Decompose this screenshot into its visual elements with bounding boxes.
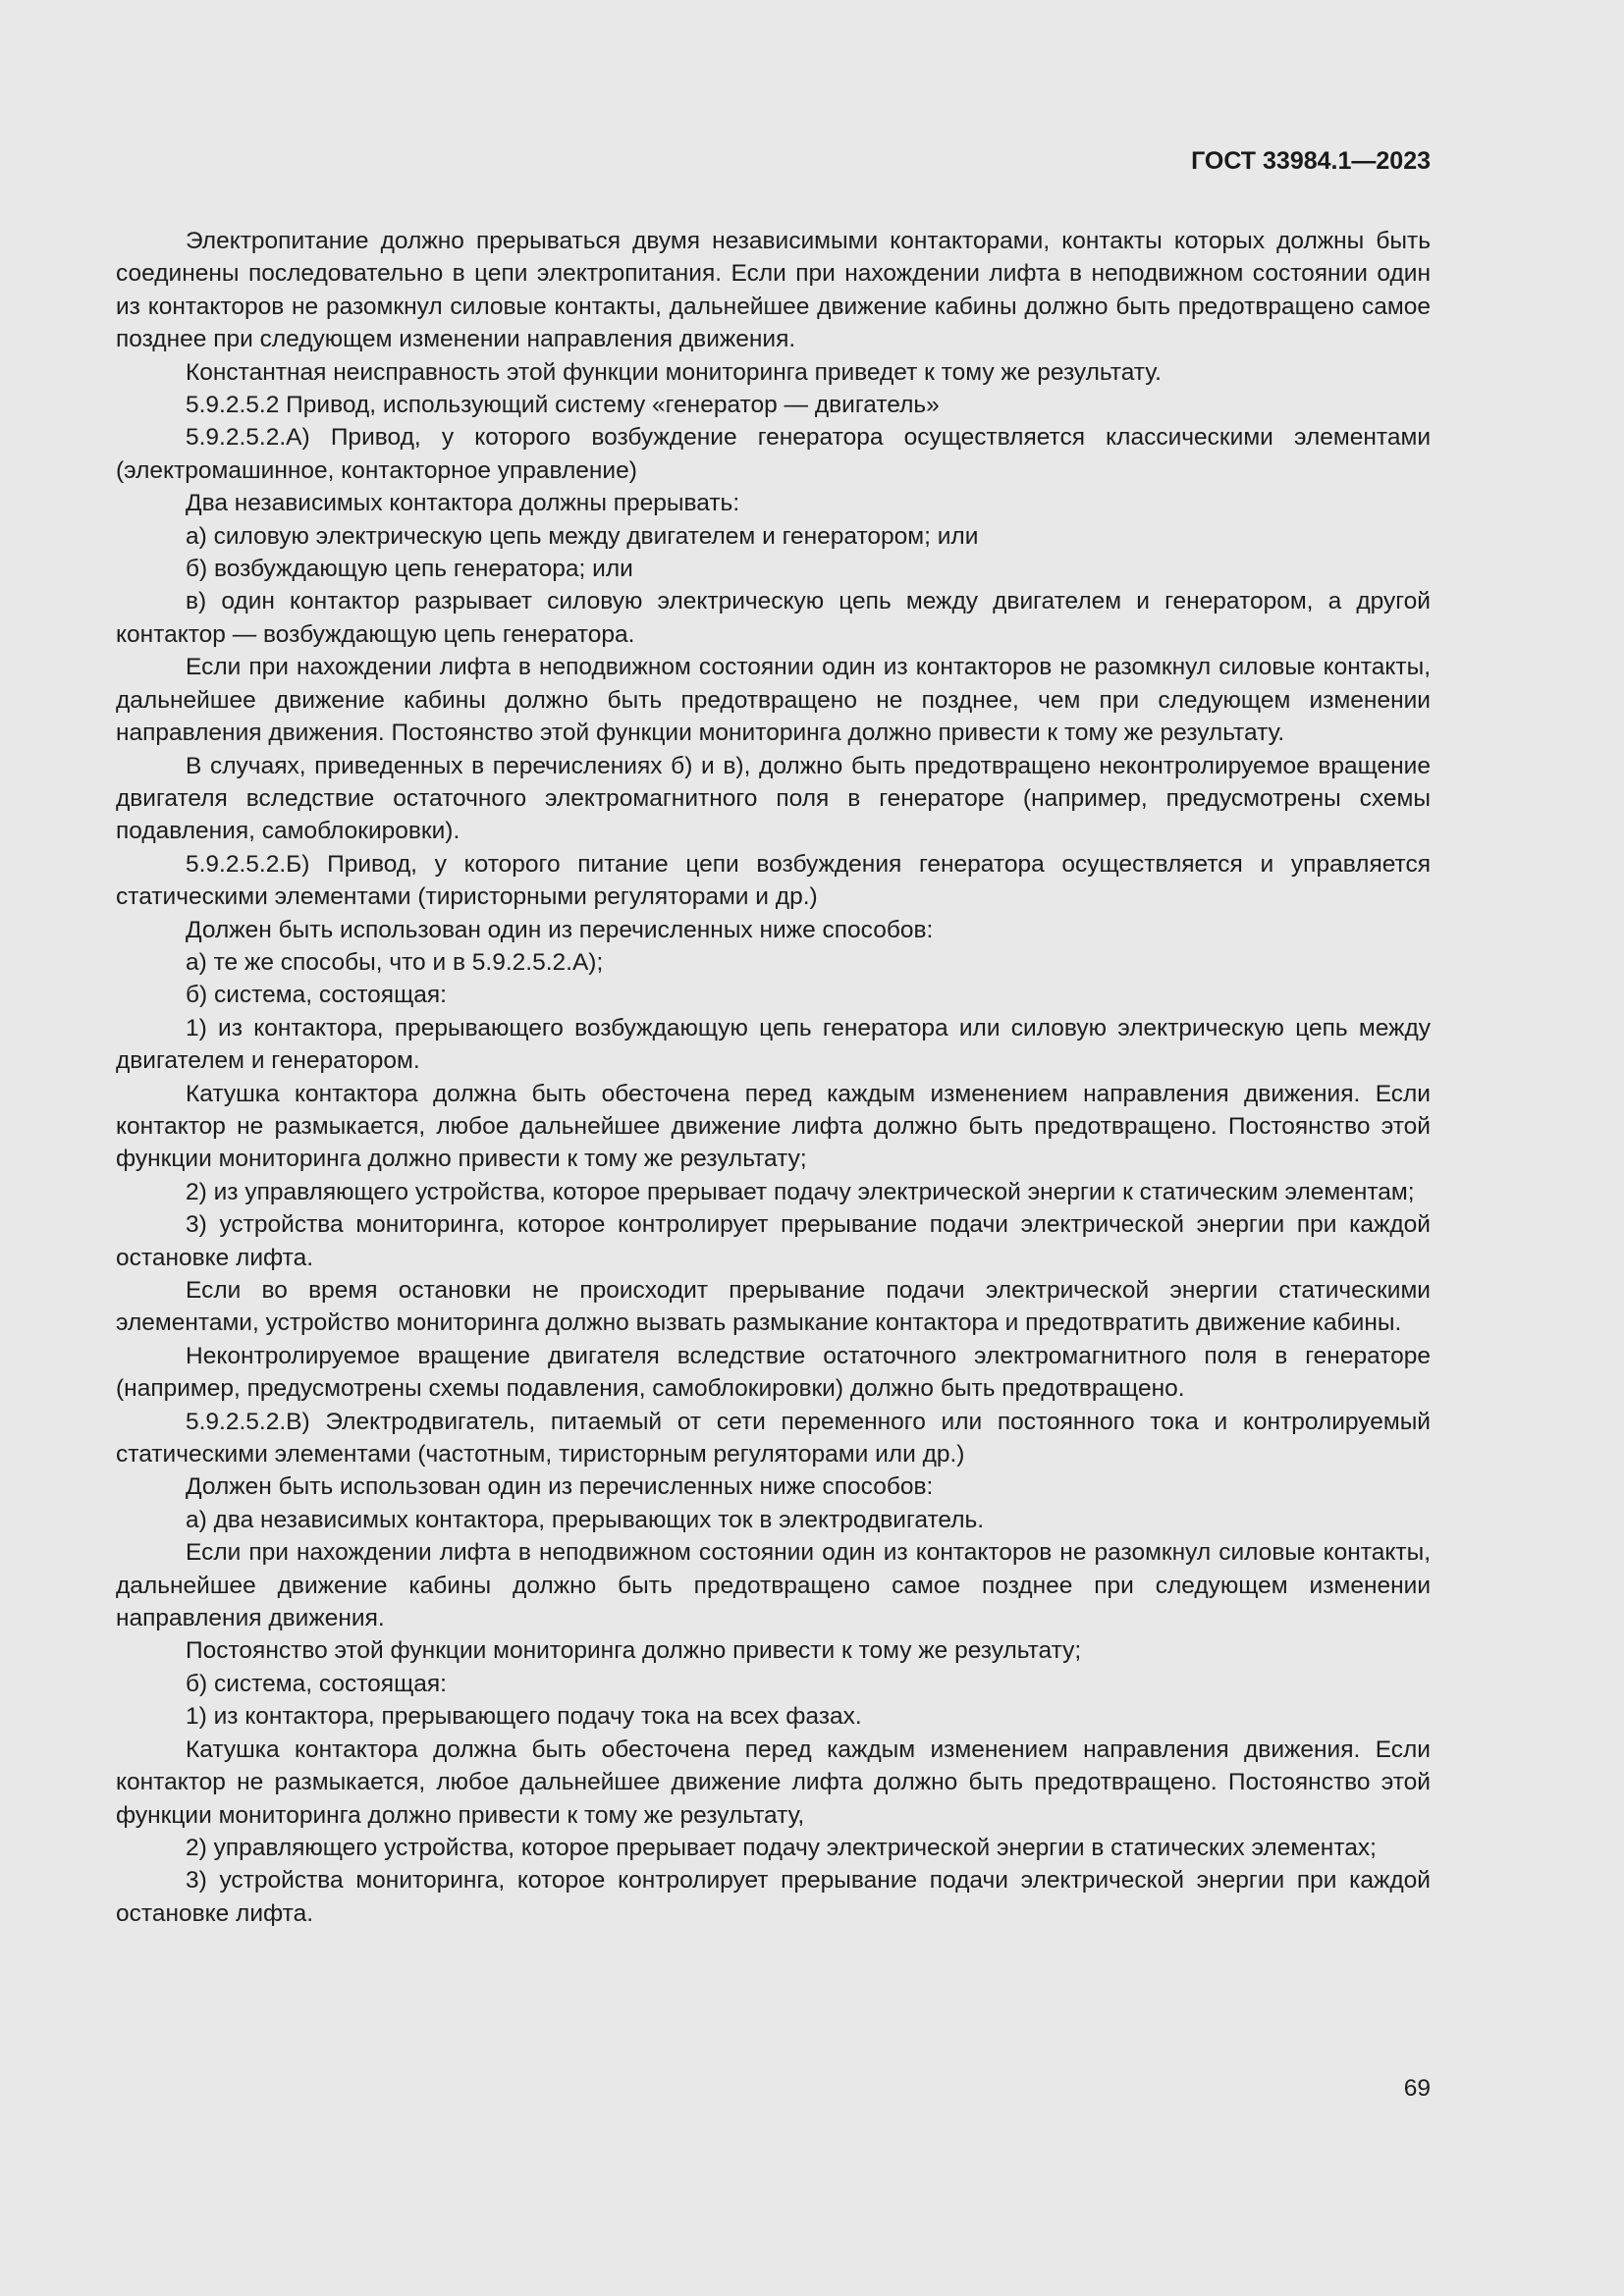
list-item: 1) из контактора, прерывающего подачу тока на всех фазах. [186,1703,862,1731]
section-heading: 5.9.2.5.2.А) Привод, у которого возбуждение генератора осуществляется классическими элементами (электромашинное, контакторное управление) [116,424,1431,484]
list-item: 2) из управляющего устройства, которое прерывает подачу электрической энергии к статическим элементам; [186,1178,1415,1205]
paragraph: Если при нахождении лифта в неподвижном состоянии один из контакторов не разомкнул силовые контакты, дальнейшее движение кабины должно быть предотвращено самое позднее при следующем изменении направления движения. [116,1539,1431,1632]
list-item: а) силовую электрическую цепь между двигателем и генератором; или [186,522,979,550]
list-item: 3) устройства мониторинга, которое контролирует прерывание подачи электрической энергии при каждой остановке лифта. [116,1867,1431,1927]
list-item: 2) управляющего устройства, которое прерывает подачу электрической энергии в статических элементах; [186,1834,1377,1861]
paragraph: Два независимых контактора должны прерывать: [186,490,740,517]
list-item: а) два независимых контактора, прерывающих ток в электродвигатель. [186,1506,985,1533]
section-heading: 5.9.2.5.2.В) Электродвигатель, питаемый от сети переменного или постоянного тока и контролируемый статическими элементами (частотным, тиристорным регуляторами или др.) [116,1408,1431,1468]
paragraph: Константная неисправность этой функции мониторинга приведет к тому же результату. [186,358,1162,386]
paragraph: Должен быть использован один из перечисленных ниже способов: [186,916,934,943]
paragraph: Если во время остановки не происходит прерывание подачи электрической энергии статическими элементами, устройство мониторинга должно вызвать размыкание контактора и предотвратить движение кабины. [116,1277,1431,1337]
section-heading: 5.9.2.5.2 Привод, использующий систему «генератор — двигатель» [186,392,940,419]
list-item: а) те же способы, что и в 5.9.2.5.2.А); [186,948,604,976]
paragraph: Катушка контактора должна быть обесточена перед каждым изменением направления движения. Если контактор не размыкается, любое дальнейшее движение лифта должно быть предотвращено. Постоянство этой функции мониторинга должно привести к тому же результату; [116,1080,1431,1173]
standard-id-header: ГОСТ 33984.1—2023 [1191,147,1431,175]
paragraph: Если при нахождении лифта в неподвижном состоянии один из контакторов не разомкнул силовые контакты, дальнейшее движение кабины должно быть предотвращено не позднее, чем при следующем изменении направления движения. Постоянство этой функции мониторинга должно привести к тому же результату. [116,654,1431,747]
paragraph: Катушка контактора должна быть обесточена перед каждым изменением направления движения. Если контактор не размыкается, любое дальнейшее движение лифта должно быть предотвращено. Постоянство этой функции мониторинга должно привести к тому же результату, [116,1735,1431,1829]
list-item: б) система, состоящая: [186,982,447,1009]
paragraph: Электропитание должно прерываться двумя независимыми контакторами, контакты которых должны быть соединены последовательно в цепи электропитания. Если при нахождении лифта в неподвижном состоянии один из контакторов не разомкнул силовые контакты, дальнейшее движение кабины должно быть предотвращено самое позднее при следующем изменении направления движения. [116,228,1431,353]
paragraph: В случаях, приведенных в перечислениях б) и в), должно быть предотвращено неконтролируемое вращение двигателя вследствие остаточного электромагнитного поля в генераторе (например, предусмотрены схемы подавления, самоблокировки). [116,752,1431,845]
list-item: б) возбуждающую цепь генератора; или [186,556,633,583]
paragraph: Постоянство этой функции мониторинга должно привести к тому же результату; [186,1637,1082,1665]
list-item: 1) из контактора, прерывающего возбуждающую цепь генератора или силовую электрическую цепь между двигателем и генератором. [116,1014,1431,1075]
paragraph: Должен быть использован один из перечисленных ниже способов: [186,1473,934,1501]
list-item: б) система, состоящая: [186,1670,447,1697]
page-number: 69 [1403,2075,1431,2102]
body-text [116,225,1431,1930]
section-heading: 5.9.2.5.2.Б) Привод, у которого питание цепи возбуждения генератора осуществляется и управляется статическими элементами (тиристорными регуляторами и др.) [116,850,1431,911]
list-item: в) один контактор разрывает силовую электрическую цепь между двигателем и генератором, а другой контактор — возбуждающую цепь генератора. [116,588,1431,648]
paragraph: Неконтролируемое вращение двигателя вследствие остаточного электромагнитного поля в генераторе (например, предусмотрены схемы подавления, самоблокировки) должно быть предотвращено. [116,1342,1431,1403]
list-item: 3) устройства мониторинга, которое контролирует прерывание подачи электрической энергии при каждой остановке лифта. [116,1211,1431,1271]
